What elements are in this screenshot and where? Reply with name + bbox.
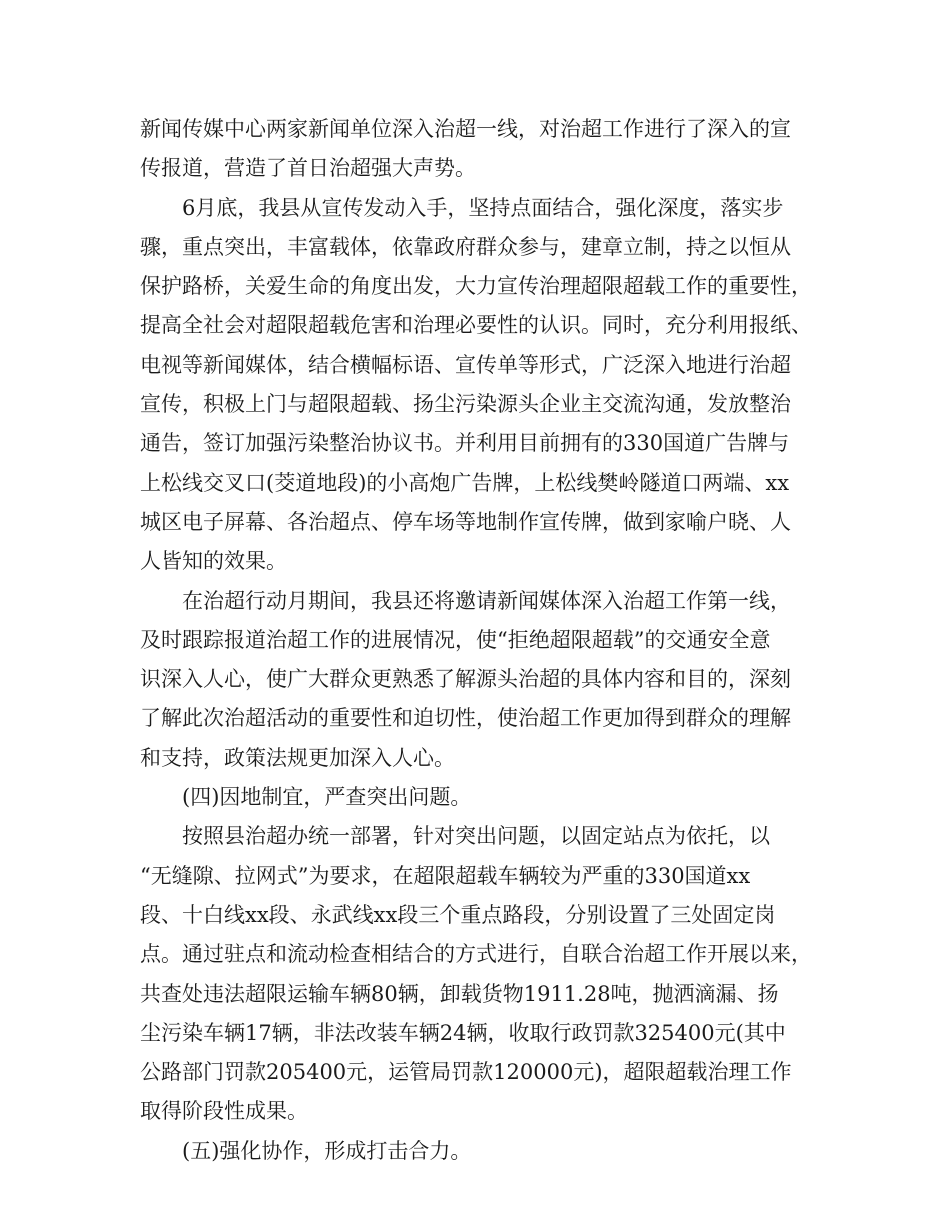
text-line: 通告，签订加强污染整治协议书。并利用目前拥有的330国道广告牌与 xyxy=(140,431,790,456)
text-line: (四)因地制宜，严查突出问题。 xyxy=(182,785,472,810)
text-line: 提高全社会对超限超载危害和治理必要性的认识。同时，充分利用报纸、 xyxy=(140,313,812,338)
text-line: 及时跟踪报道治超工作的进展情况，使“拒绝超限超载”的交通安全意 xyxy=(140,627,771,652)
text-line: 了解此次治超活动的重要性和迫切性，使治超工作更加得到群众的理解 xyxy=(140,706,791,731)
text-line: 传报道，营造了首日治超强大声势。 xyxy=(140,156,476,181)
text-line: 公路部门罚款205400元，运管局罚款120000元)，超限超载治理工作 xyxy=(140,1060,792,1085)
text-line: 保护路桥，关爱生命的角度出发，大力宣传治理超限超载工作的重要性， xyxy=(140,274,812,299)
text-line: 骤，重点突出，丰富载体，依靠政府群众参与，建章立制，持之以恒从 xyxy=(140,234,791,259)
text-line: 6月底，我县从宣传发动入手，坚持点面结合，强化深度，落实步 xyxy=(182,195,784,220)
text-line: 人皆知的效果。 xyxy=(140,549,287,574)
text-line: 新闻传媒中心两家新闻单位深入治超一线，对治超工作进行了深入的宣 xyxy=(140,117,791,141)
text-line: 在治超行动月期间，我县还将邀请新闻媒体深入治超工作第一线， xyxy=(182,588,791,613)
text-line: 识深入人心，使广大群众更熟悉了解源头治超的具体内容和目的，深刻 xyxy=(140,667,791,692)
text-line: 上松线交叉口(茭道地段)的小高炮广告牌，上松线樊岭隧道口两端、xx xyxy=(140,470,790,495)
text-line: 城区电子屏幕、各治超点、停车场等地制作宣传牌，做到家喻户晓、人 xyxy=(140,509,791,534)
text-line: 按照县治超办统一部署，针对突出问题，以固定站点为依托，以 xyxy=(182,824,770,849)
text-line: 尘污染车辆17辆，非法改装车辆24辆，收取行政罚款325400元(其中 xyxy=(140,1020,786,1045)
text-line: 取得阶段性成果。 xyxy=(140,1099,308,1124)
text-line: 和支持，政策法规更加深入人心。 xyxy=(140,745,455,770)
body-text xyxy=(140,110,820,1171)
text-line: “无缝隙、拉网式”为要求，在超限超载车辆较为严重的330国道xx xyxy=(140,863,751,888)
text-line: 电视等新闻媒体，结合横幅标语、宣传单等形式，广泛深入地进行治超 xyxy=(140,352,791,377)
text-line: (五)强化协作，形成打击合力。 xyxy=(182,1138,472,1163)
text-line: 共查处违法超限运输车辆80辆，卸载货物1911.28吨，抛洒滴漏、扬 xyxy=(140,981,779,1006)
text-line: 段、十白线xx段、永武线xx段三个重点路段，分别设置了三处固定岗 xyxy=(140,902,776,927)
text-line: 点。通过驻点和流动检查相结合的方式进行，自联合治超工作开展以来， xyxy=(140,942,812,967)
text-line: 宣传，积极上门与超限超载、扬尘污染源头企业主交流沟通，发放整治 xyxy=(140,392,791,417)
